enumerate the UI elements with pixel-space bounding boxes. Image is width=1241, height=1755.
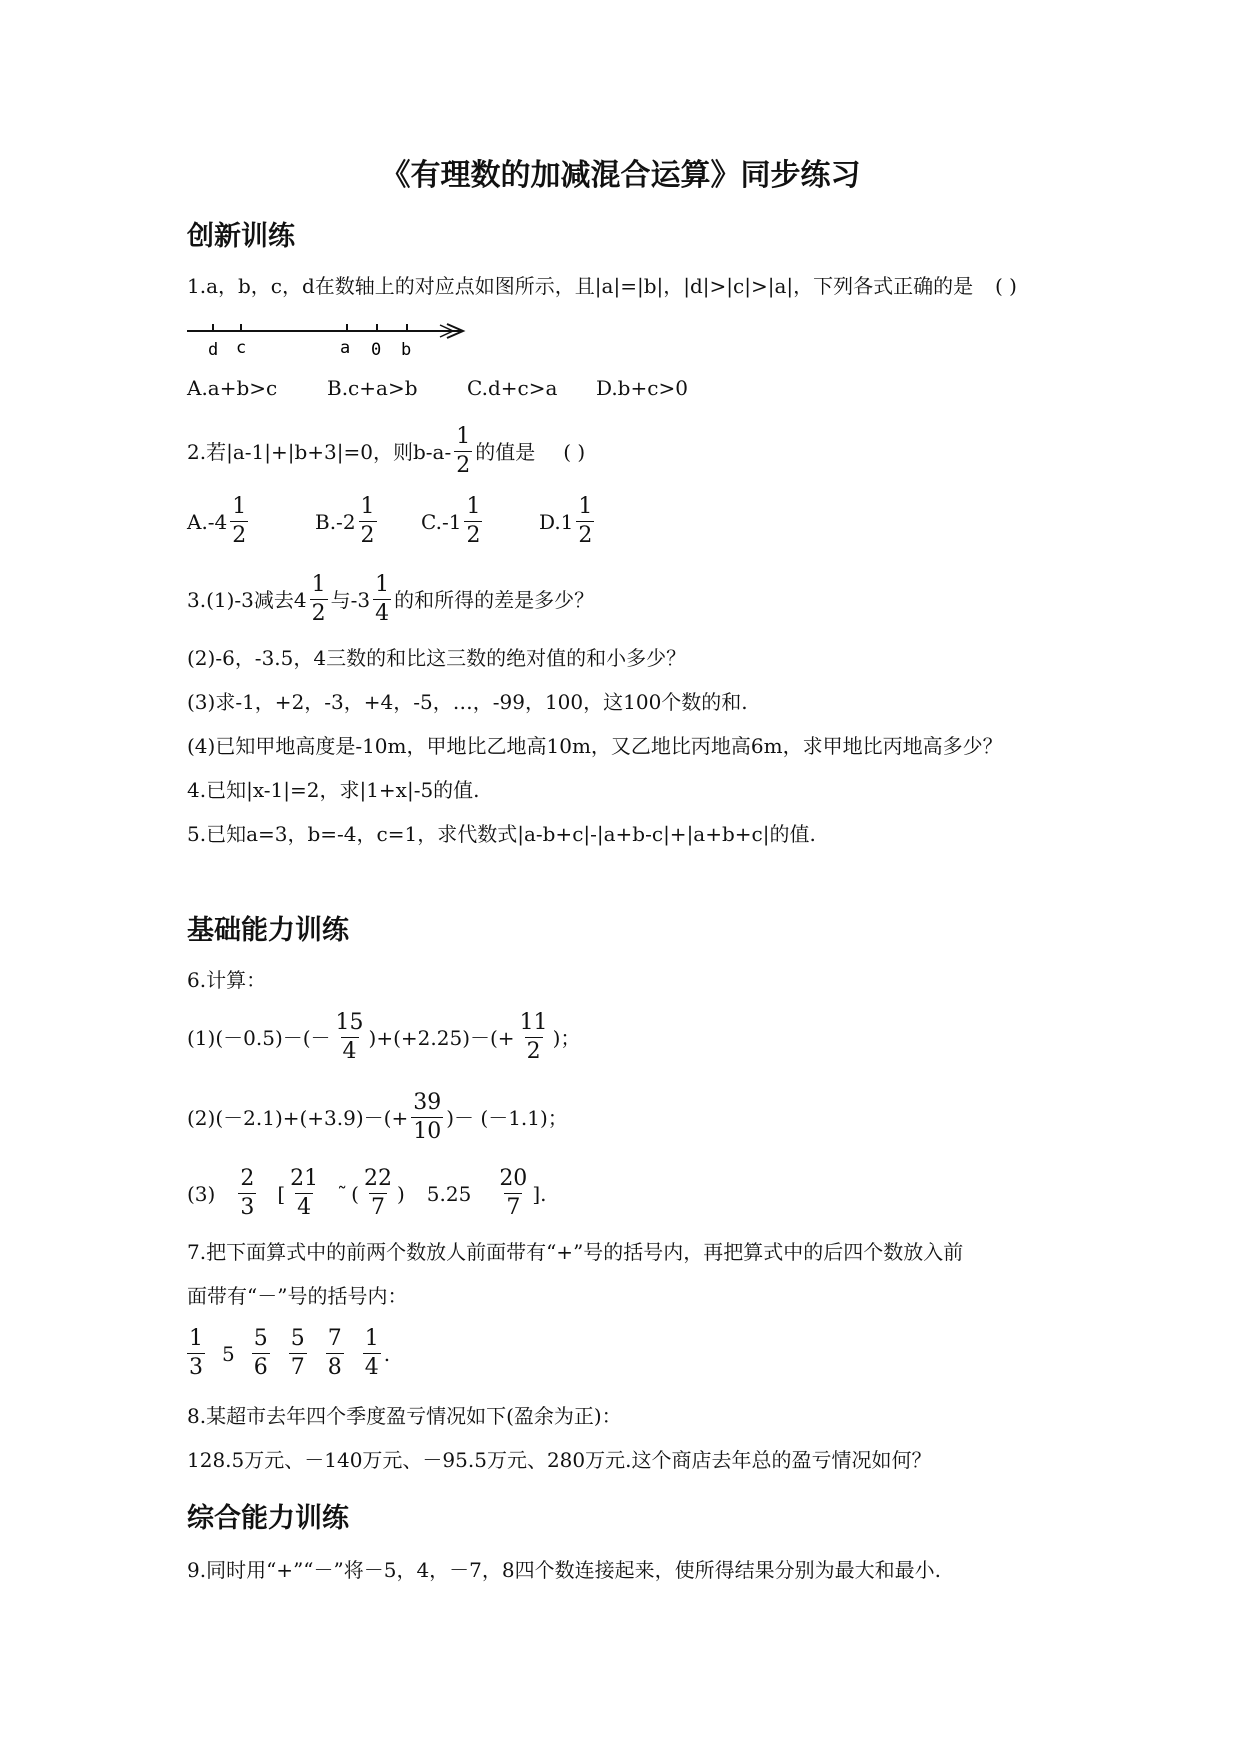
axis-label-d: d: [208, 340, 219, 360]
denominator: 7: [290, 1355, 305, 1380]
option-c-label: C.-1: [421, 509, 462, 534]
option-d-label: D.1: [539, 509, 574, 534]
q3-p1-b: 与-3: [330, 587, 371, 612]
fraction: [289, 1326, 307, 1381]
fraction: [310, 572, 328, 627]
expr-1-c: )；: [552, 1025, 581, 1050]
fraction: [464, 494, 482, 549]
question-6-expr-3: [187, 1166, 546, 1221]
fraction: [362, 1166, 394, 1221]
expr-3-paren-open: (: [351, 1181, 359, 1206]
fraction: [238, 1166, 256, 1221]
fraction: [411, 1090, 443, 1145]
numerator: 1: [375, 572, 390, 597]
expr-2-a: (2)(－2.1)+(+3.9)－(+: [187, 1105, 409, 1130]
question-1: [187, 274, 973, 298]
fraction: [230, 494, 248, 549]
expr-1-a: (1)(－0.5)－(－: [187, 1025, 331, 1050]
fraction: [373, 572, 391, 627]
numerator: 5: [290, 1326, 305, 1351]
fraction: [252, 1326, 270, 1381]
denominator: 2: [526, 1039, 541, 1064]
numerator: 2: [240, 1166, 255, 1191]
denominator: 2: [466, 523, 481, 548]
fraction: [497, 1166, 529, 1221]
section-heading-comprehensive: 综合能力训练: [187, 1503, 349, 1534]
question-7-expr: [187, 1326, 390, 1381]
question-1-bracket: ( ): [995, 274, 1017, 298]
question-2-options: [187, 494, 597, 549]
denominator: 4: [297, 1195, 312, 1220]
question-5: 5.已知a=3，b=-4，c=1，求代数式|a-b+c|-|a+b-c|+|a+b+c|的值.: [187, 822, 816, 846]
question-6-expr-1: [187, 1010, 580, 1065]
expr-3-end: ].: [532, 1181, 547, 1206]
numerator: 1: [232, 494, 247, 519]
option-a-label: A.-4: [187, 509, 228, 534]
question-3-part-4: (4)已知甲地高度是-10m，甲地比乙地高10m，又乙地比丙地高6m，求甲地比丙地高多少？: [187, 734, 1003, 758]
fraction: [187, 1326, 205, 1381]
question-7-line-1: 7.把下面算式中的前两个数放人前面带有“+”号的括号内，再把算式中的后四个数放入前: [187, 1240, 964, 1264]
denominator: 3: [240, 1195, 255, 1220]
question-6-expr-2: [187, 1090, 568, 1145]
question-6-label: 6.计算：: [187, 968, 267, 992]
fraction: [359, 494, 377, 549]
axis-label-0: 0: [371, 340, 382, 360]
denominator: 8: [327, 1355, 342, 1380]
expr-3-paren-close: ): [396, 1181, 405, 1206]
numerator: 1: [466, 494, 481, 519]
page-title: 《有理数的加减混合运算》同步练习: [380, 158, 861, 193]
number-line-diagram: [185, 320, 475, 360]
expr-3-symbol: ˜: [337, 1181, 348, 1206]
question-9: 9.同时用“+”“－”将－5，4，－7，8四个数连接起来，使所得结果分别为最大和最小.: [187, 1558, 941, 1582]
numerator: 1: [578, 494, 593, 519]
expr-3-bracket-open: [: [277, 1181, 286, 1206]
expr-1-b: )+(+2.25)－(+: [368, 1025, 515, 1050]
option-d: D.b+c>0: [596, 376, 688, 400]
denominator: 7: [506, 1195, 521, 1220]
question-2-post: 的值是: [475, 439, 536, 464]
option-a: A.a+b>c: [187, 376, 278, 400]
section-heading-basic: 基础能力训练: [187, 915, 349, 946]
numerator: 20: [499, 1166, 528, 1191]
denominator: 2: [360, 523, 375, 548]
axis-label-a: a: [340, 338, 351, 358]
option-c: C.d+c>a: [467, 376, 558, 400]
fraction: [326, 1326, 344, 1381]
question-1-options: [187, 376, 688, 400]
question-2-bracket: ( ): [563, 439, 586, 464]
q7-mid: 5: [222, 1341, 235, 1366]
denominator: 10: [413, 1119, 442, 1144]
denominator: 2: [232, 523, 247, 548]
question-4: 4.已知|x-1|=2，求|1+x|-5的值.: [187, 778, 480, 802]
expr-2-b: )－ (－1.1)；: [446, 1105, 568, 1130]
option-b: B.c+a>b: [327, 376, 418, 400]
q3-p1-a: 3.(1)-3减去4: [187, 587, 307, 612]
question-8-line-1: 8.某超市去年四个季度盈亏情况如下(盈余为正)：: [187, 1404, 622, 1428]
question-2: [187, 424, 585, 479]
fraction: [576, 494, 594, 549]
option-b: [315, 494, 421, 549]
question-1-text: 1.a，b，c，d在数轴上的对应点如图所示，且|a|=|b|，|d|>|c|>|a|，下列各式正确的是: [187, 274, 974, 298]
numerator: 1: [311, 572, 326, 597]
option-a: [187, 494, 315, 549]
q3-p1-c: 的和所得的差是多少？: [394, 587, 595, 612]
numerator: 15: [335, 1010, 364, 1035]
fraction: [288, 1166, 320, 1221]
option-c: [421, 494, 539, 549]
numerator: 1: [364, 1326, 379, 1351]
denominator: 4: [342, 1039, 357, 1064]
option-d: [539, 494, 597, 549]
numerator: 1: [360, 494, 375, 519]
denominator: 2: [578, 523, 593, 548]
question-2-pre: 2.若|a-1|+|b+3|=0，则b-a-: [187, 439, 452, 464]
numerator: 21: [290, 1166, 319, 1191]
question-7-line-2: 面带有“－”号的括号内：: [187, 1284, 408, 1308]
fraction: [454, 424, 472, 479]
question-8-line-2: 128.5万元、－140万元、－95.5万元、280万元.这个商店去年总的盈亏情况如何？: [187, 1448, 932, 1472]
denominator: 2: [456, 453, 471, 478]
expr-3-label: (3): [187, 1181, 216, 1206]
option-b-label: B.-2: [315, 509, 356, 534]
numerator: 1: [189, 1326, 203, 1351]
fraction: [518, 1010, 550, 1065]
axis-label-c: c: [236, 338, 247, 358]
question-3-part-2: (2)-6，-3.5，4三数的和比这三数的绝对值的和小多少？: [187, 646, 687, 670]
fraction: [363, 1326, 381, 1381]
q7-end: .: [383, 1341, 391, 1366]
denominator: 4: [364, 1355, 379, 1380]
denominator: 3: [189, 1355, 203, 1380]
numerator: 1: [456, 424, 471, 449]
numerator: 39: [413, 1090, 442, 1115]
axis-label-b: b: [401, 340, 412, 360]
denominator: 6: [253, 1355, 268, 1380]
expr-3-value: 5.25: [426, 1181, 472, 1206]
denominator: 7: [370, 1195, 385, 1220]
fraction: [334, 1010, 366, 1065]
numerator: 22: [363, 1166, 392, 1191]
numerator: 7: [327, 1326, 342, 1351]
numerator: 5: [253, 1326, 268, 1351]
question-3-part-3: (3)求-1，+2，-3，+4，-5，…，-99，100，这100个数的和.: [187, 690, 748, 714]
question-3-part-1: [187, 572, 594, 627]
section-heading-innovation: 创新训练: [187, 221, 295, 252]
numerator: 11: [519, 1010, 548, 1035]
denominator: 4: [375, 601, 390, 626]
denominator: 2: [311, 601, 326, 626]
